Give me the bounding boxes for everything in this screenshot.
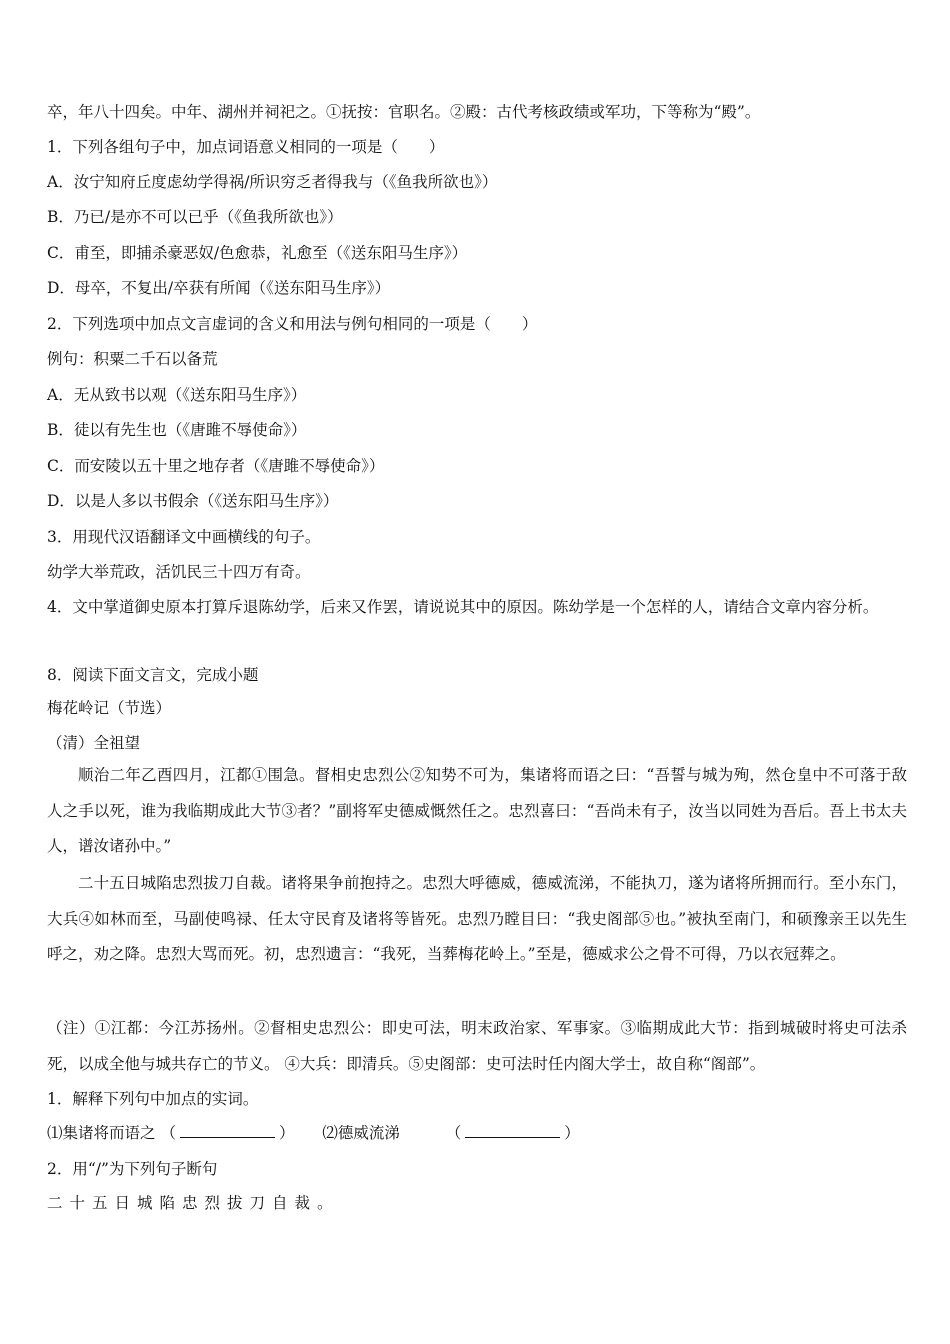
sub-question-1-stem: 1．解释下列句中加点的实词。: [47, 1090, 259, 1108]
section-8-heading: 8．阅读下面文言文，完成小题: [47, 666, 259, 684]
sub-question-1-items: [47, 1122, 907, 1144]
question-1-stem: 1．下列各组句子中，加点词语意义相同的一项是（ ）: [47, 138, 445, 156]
sub-question-1-item-2: ⑵德威流涕: [322, 1124, 400, 1142]
sub-question-1-item-1: ⑴集诸将而语之: [47, 1124, 156, 1142]
passage-title: 梅花岭记（节选）: [47, 699, 172, 717]
answer-blank-2[interactable]: （ ）: [445, 1124, 580, 1142]
question-2-option-b: B．徒以有先生也（《唐雎不辱使命》）: [47, 421, 307, 439]
sub-question-2-sentence: 二十五日城陷忠烈拔刀自裁。: [47, 1194, 340, 1212]
question-1-option-a: A．汝宁知府丘度虑幼学得祸/所识穷乏者得我与（《鱼我所欲也》）: [47, 173, 498, 191]
question-2-option-a: A．无从致书以观（《送东阳马生序》）: [47, 386, 307, 404]
question-3-stem: 3．用现代汉语翻译文中画横线的句子。: [47, 528, 321, 546]
question-2-option-d: D．以是人多以书假余（《送东阳马生序》）: [47, 492, 339, 510]
passage-author: （清）全祖望: [47, 734, 141, 752]
sub-question-2-stem: 2．用“/”为下列句子断句: [47, 1160, 218, 1178]
passage-paragraph-1: 顺治二年乙酉四月，江都①围急。督相史忠烈公②知势不可为，集诸将而语之曰：“吾誓与城为殉，然仓皇中不可落于敌人之手以死，谁为我临期成此大节③者？”副将军史德威慨然任之。忠烈喜曰：“吾尚未有子，汝当以同姓为吾后。吾上书太夫人，谱汝诸孙中。”: [47, 766, 907, 855]
question-2-example: 例句：积粟二千石以备荒: [47, 350, 218, 368]
answer-blank-1[interactable]: （ ）: [160, 1124, 295, 1142]
question-1-option-c: C．甫至，即捕杀豪恶奴/色愈恭，礼愈至（《送东阳马生序》）: [47, 244, 468, 262]
question-4-stem: 4．文中掌道御史原本打算斥退陈幼学，后来又作罢，请说说其中的原因。陈幼学是一个怎样的人，请结合文章内容分析。: [47, 598, 879, 616]
previous-notes-end: 卒，年八十四矣。中年、湖州并祠祀之。①抚按：官职名。②殿：古代考核政绩或军功，下等称为“殿”。: [47, 103, 761, 121]
passage-notes: （注）①江都：今江苏扬州。②督相史忠烈公：即史可法，明末政治家、军事家。③临期成此大节：指到城破时将史可法杀死，以成全他与城共存亡的节义。 ④大兵：即清兵。⑤史阁部：史可法时任内阁大学士，故自称“阁部”。: [47, 1019, 907, 1073]
passage-paragraph-2: 二十五日城陷忠烈拔刀自裁。诸将果争前抱持之。忠烈大呼德威，德威流涕，不能执刀，遂为诸将所拥而行。至小东门，大兵④如林而至，马副使鸣禄、任太守民育及诸将等皆死。忠烈乃瞠目曰：“我史阁部⑤也。”被执至南门，和硕豫亲王以先生呼之，劝之降。忠烈大骂而死。初，忠烈遗言：“我死，当葬梅花岭上。”至是，德威求公之骨不可得，乃以衣冠葬之。: [47, 874, 907, 963]
question-2-option-c: C．而安陵以五十里之地存者（《唐雎不辱使命》）: [47, 457, 385, 475]
question-2-stem: 2．下列选项中加点文言虚词的含义和用法与例句相同的一项是（ ）: [47, 315, 538, 333]
question-1-option-d: D．母卒，不复出/卒获有所闻（《送东阳马生序》）: [47, 279, 391, 297]
question-1-option-b: B．乃已/是亦不可以已乎（《鱼我所欲也》）: [47, 208, 343, 226]
question-3-sentence: 幼学大举荒政，活饥民三十四万有奇。: [47, 563, 311, 581]
